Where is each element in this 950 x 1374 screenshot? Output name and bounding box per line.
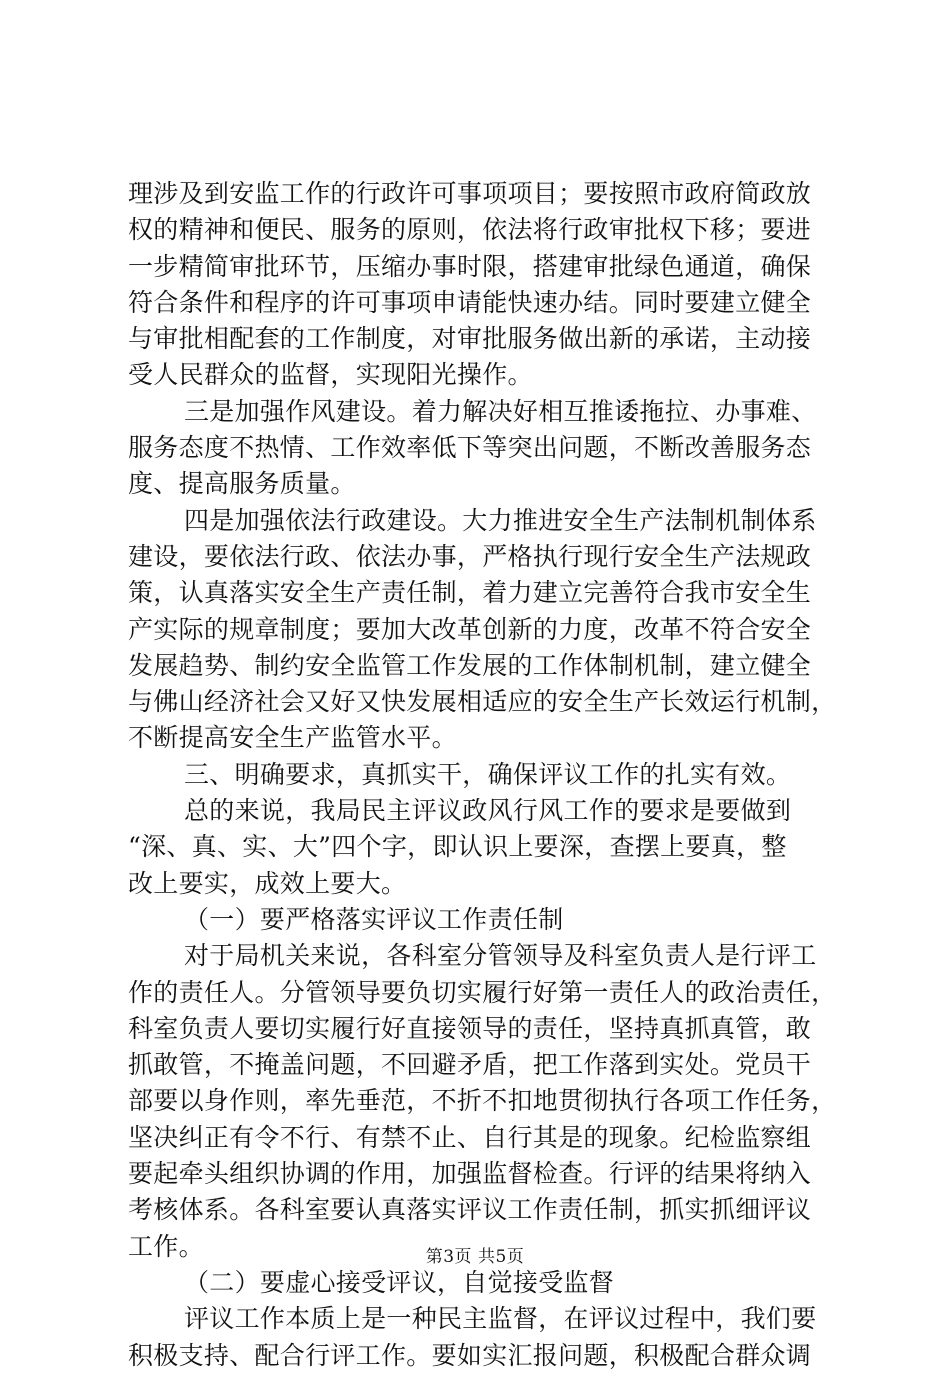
text-line: （二）要虚心接受评议，自觉接受监督 [184, 1267, 615, 1297]
text-line: 策，认真落实安全生产责任制，着力建立完善符合我市安全生 [128, 578, 812, 608]
text-line: 三是加强作风建设。着力解决好相互推诿拖拉、办事难、 [184, 396, 817, 426]
text-line: （一）要严格落实评议工作责任制 [184, 904, 564, 934]
text-line: 作的责任人。分管领导要负切实履行好第一责任人的政治责任， [128, 977, 837, 1007]
text-line: 受人民群众的监督，实现阳光操作。 [128, 360, 533, 390]
text-line: 建设，要依法行政、依法办事，严格执行现行安全生产法规政 [128, 541, 812, 571]
text-line: 考核体系。各科室要认真落实评议工作责任制，抓实抓细评议 [128, 1195, 812, 1225]
text-line: 积极支持、配合行评工作。要如实汇报问题，积极配合群众调 [128, 1340, 812, 1370]
text-line: 与审批相配套的工作制度，对审批服务做出新的承诺，主动接 [128, 324, 812, 354]
text-line: 评议工作本质上是一种民主监督，在评议过程中，我们要 [184, 1304, 817, 1334]
text-line: 科室负责人要切实履行好直接领导的责任，坚持真抓真管，敢 [128, 1013, 812, 1043]
text-line: 对于局机关来说，各科室分管领导及科室负责人是行评工 [184, 941, 817, 971]
text-line: 抓敢管，不掩盖问题，不回避矛盾，把工作落到实处。党员干 [128, 1050, 812, 1080]
text-line: 坚决纠正有令不行、有禁不止、自行其是的现象。纪检监察组 [128, 1122, 812, 1152]
text-line: 与佛山经济社会又好又快发展相适应的安全生产长效运行机制， [128, 687, 837, 717]
text-line: 发展趋势、制约安全监管工作发展的工作体制机制，建立健全 [128, 650, 812, 680]
text-line: 产实际的规章制度；要加大改革创新的力度，改革不符合安全 [128, 614, 812, 644]
text-line: 一步精简审批环节，压缩办事时限，搭建审批绿色通道，确保 [128, 251, 812, 281]
text-line: 服务态度不热情、工作效率低下等突出问题，不断改善服务态 [128, 433, 812, 463]
text-line: 理涉及到安监工作的行政许可事项项目；要按照市政府简政放 [128, 179, 812, 208]
text-line: 改上要实，成效上要大。 [128, 868, 407, 898]
text-line: 部要以身作则，率先垂范，不折不扣地贯彻执行各项工作任务， [128, 1086, 837, 1116]
text-line: 不断提高安全生产监管水平。 [128, 723, 457, 753]
text-line: 三、明确要求，真抓实干，确保评议工作的扎实有效。 [184, 759, 792, 789]
text-line: 要起牵头组织协调的作用，加强监督检查。行评的结果将纳入 [128, 1159, 812, 1189]
document-body [128, 176, 838, 1374]
text-line: 总的来说，我局民主评议政风行风工作的要求是要做到 [184, 796, 792, 826]
text-line: 权的精神和便民、服务的原则，依法将行政审批权下移；要进 [128, 215, 812, 245]
text-line: 四是加强依法行政建设。大力推进安全生产法制机制体系 [184, 505, 817, 535]
text-line: 符合条件和程序的许可事项申请能快速办结。同时要建立健全 [128, 287, 812, 317]
text-line: 度、提高服务质量。 [128, 469, 356, 499]
text-line: “深、真、实、大”四个字，即认识上要深，查摆上要真，整 [128, 832, 787, 862]
text-line: 工作。 [128, 1231, 204, 1261]
page-footer: 第3页 共5页 [425, 1247, 525, 1267]
